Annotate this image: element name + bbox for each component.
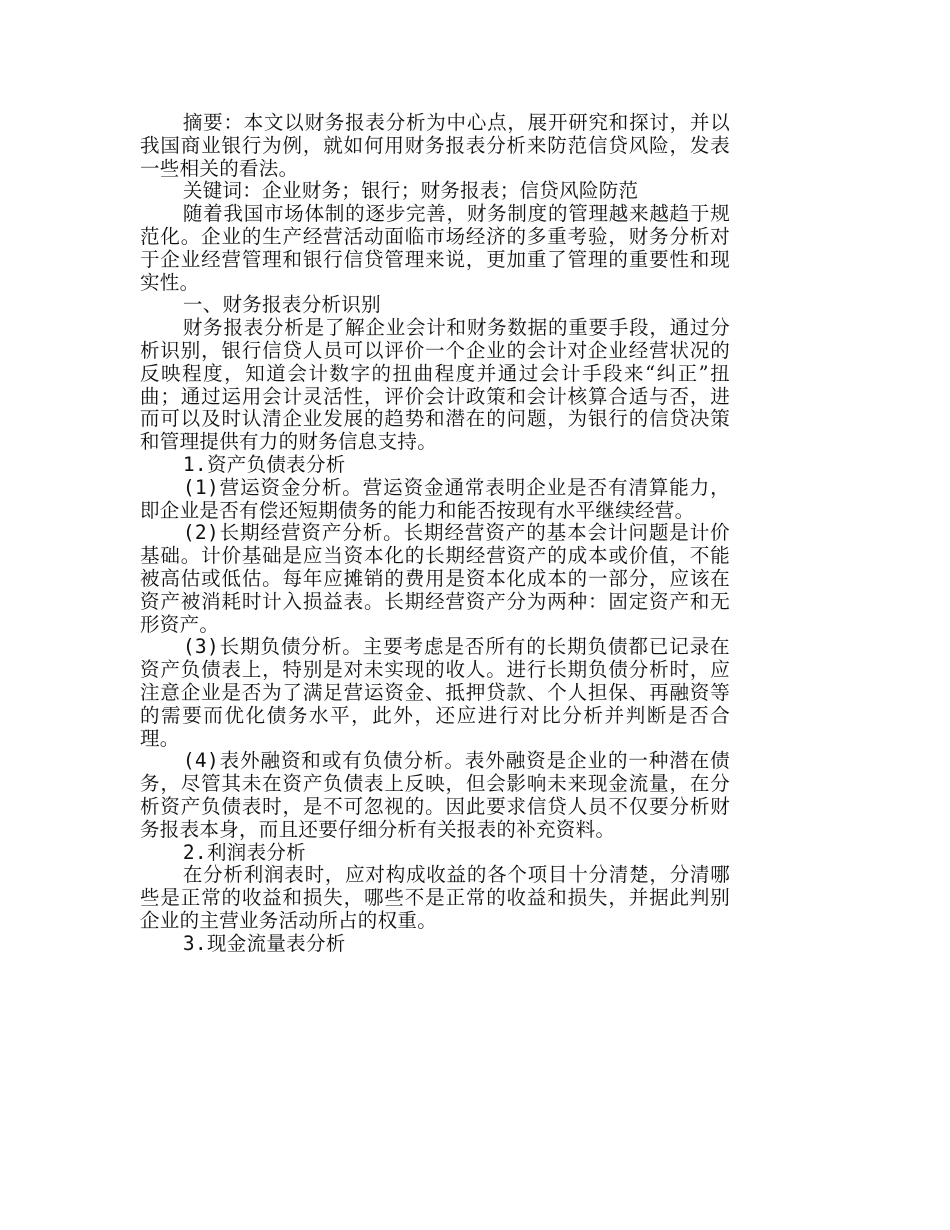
item4-text: 表外融资和或有负债分析。表外融资是企业的一种潜在债务，尽管其未在资产负债表上反映，但会影响未来现金流量，在分析资产负债表时，是不可忽视的。因此要求信贷人员不仅要分析财务报表本身，而且还要仔细分析有关报表的补充资料。	[140, 749, 730, 841]
intro-paragraph: 随着我国市场体制的逐步完善，财务制度的管理越来越趋于规范化。企业的生产经营活动面临市场经济的多重考验，财务分析对于企业经营管理和银行信贷管理来说，更加重了管理的重要性和现实性。	[140, 202, 730, 294]
section1-paragraph: 财务报表分析是了解企业会计和财务数据的重要手段，通过分析识别，银行信贷人员可以评价一个企业的会计对企业经营状况的反映程度，知道会计数字的扭曲程度并通过会计手段来“纠正”扭曲；通过运用会计灵活性，评价会计政策和会计核算合适与否，进而可以及时认清企业发展的趋势和潜在的问题，为银行的信贷决策和管理提供有力的财务信息支持。	[140, 316, 730, 454]
subsection1-title: 资产负债表分析	[206, 452, 346, 476]
subsection2-number: 2.	[182, 840, 207, 864]
section1-heading: 一、财务报表分析识别	[182, 293, 381, 317]
subsection1-heading	[140, 454, 730, 477]
item2-text: 长期经营资产分析。长期经营资产的基本会计问题是计价基础。计价基础是应当资本化的长期经营资产的成本或价值，不能被高估或低估。每年应摊销的费用是资本化成本的一部分，应该在资产被消耗时计入损益表。长期经营资产分为两种：固定资产和无形资产。	[140, 521, 730, 636]
subsection1-number: 1.	[182, 452, 207, 476]
item3-paragraph	[140, 636, 730, 750]
subsection3-title: 现金流量表分析	[206, 931, 346, 955]
item2-number: (2)	[182, 521, 220, 545]
subsection2-paragraph: 在分析利润表时，应对构成收益的各个项目十分清楚，分清哪些是正常的收益和损失，哪些不是正常的收益和损失，并据此判别企业的主营业务活动所占的权重。	[140, 863, 730, 932]
item2-paragraph	[140, 522, 730, 636]
item3-text: 长期负债分析。主要考虑是否所有的长期负债都已记录在资产负债表上，特别是对未实现的收人。进行长期负债分析时，应注意企业是否为了满足营运资金、抵押贷款、个人担保、再融资等的需要而优化债务水平，此外，还应进行对比分析并判断是否合理。	[140, 635, 730, 750]
keywords-paragraph: 关键词：企业财务；银行；财务报表；信贷风险防范	[182, 179, 639, 203]
subsection3-heading	[140, 933, 730, 956]
document-body	[140, 112, 730, 955]
item4-number: (4)	[182, 749, 220, 773]
subsection3-number: 3.	[182, 931, 207, 955]
abstract-paragraph: 摘要：本文以财务报表分析为中心点，展开研究和探讨，并以我国商业银行为例，就如何用财务报表分析来防范信贷风险，发表一些相关的看法。	[140, 111, 730, 180]
item1-text: 营运资金分析。营运资金通常表明企业是否有清算能力，即企业是否有偿还短期债务的能力和能否按现有水平继续经营。	[140, 475, 730, 522]
item1-number: (1)	[182, 475, 220, 499]
item3-number: (3)	[182, 635, 220, 659]
subsection2-title: 利润表分析	[206, 840, 306, 864]
subsection2-heading	[140, 842, 730, 865]
item1-paragraph	[140, 477, 730, 523]
item4-paragraph	[140, 750, 730, 841]
